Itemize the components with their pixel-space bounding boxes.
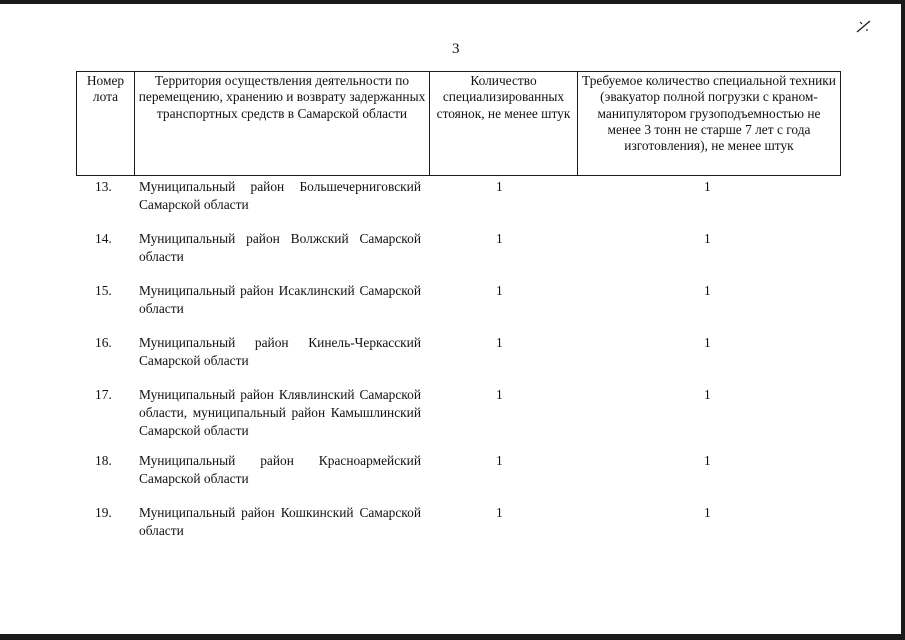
lot-number: 13. [95, 179, 112, 194]
table-row [76, 230, 840, 270]
equipment-count: 1 [704, 231, 711, 246]
parking-count: 1 [496, 387, 503, 402]
parking-count: 1 [496, 453, 503, 468]
equipment-count: 1 [704, 453, 711, 468]
equipment-count: 1 [704, 505, 711, 520]
territory: Муниципальный район Красноармейский Самарской области [139, 453, 421, 486]
parking-count: 1 [496, 179, 503, 194]
parking-count: 1 [496, 505, 503, 520]
table-row [76, 504, 840, 544]
scan-border-bottom [0, 634, 905, 640]
header-row [77, 72, 841, 176]
parking-count: 1 [496, 231, 503, 246]
header-parking-count: Количество специализированных стоянок, не менее штук [430, 72, 578, 176]
territory: Муниципальный район Кинель-Черкасский Самарской области [139, 335, 421, 368]
table-row [76, 452, 840, 492]
table-row [76, 282, 840, 322]
scan-border-top [0, 0, 905, 4]
table-row [76, 334, 840, 374]
scan-mark-icon [855, 18, 875, 34]
scan-border-right [901, 0, 905, 640]
header-equipment-count: Требуемое количество специальной техники (эвакуатор полной погрузки с краном-манипулятором грузоподъемностью не менее 3 тонн не старше 7 лет с года изготовления), не менее штук [578, 72, 841, 176]
territory: Муниципальный район Клявлинский Самарской области, муниципальный район Камышлинский Самарской области [139, 387, 421, 438]
territory: Муниципальный район Кошкинский Самарской области [139, 505, 421, 538]
table-row [76, 386, 840, 444]
equipment-count: 1 [704, 387, 711, 402]
header-territory: Территория осуществления деятельности по перемещению, хранению и возврату задержанных транспортных средств в Самарской области [135, 72, 430, 176]
equipment-count: 1 [704, 335, 711, 350]
parking-count: 1 [496, 283, 503, 298]
territory: Муниципальный район Волжский Самарской области [139, 231, 421, 264]
lot-number: 18. [95, 453, 112, 468]
parking-count: 1 [496, 335, 503, 350]
table-row [76, 178, 840, 218]
territory: Муниципальный район Большечерниговский Самарской области [139, 179, 421, 212]
header-lot-number: Номер лота [77, 72, 135, 176]
page-number: 3 [452, 41, 460, 57]
lot-number: 19. [95, 505, 112, 520]
lot-number: 14. [95, 231, 112, 246]
lot-number: 16. [95, 335, 112, 350]
lot-number: 15. [95, 283, 112, 298]
lot-number: 17. [95, 387, 112, 402]
territory: Муниципальный район Исаклинский Самарской области [139, 283, 421, 316]
equipment-count: 1 [704, 283, 711, 298]
lots-table-header [76, 71, 841, 176]
equipment-count: 1 [704, 179, 711, 194]
